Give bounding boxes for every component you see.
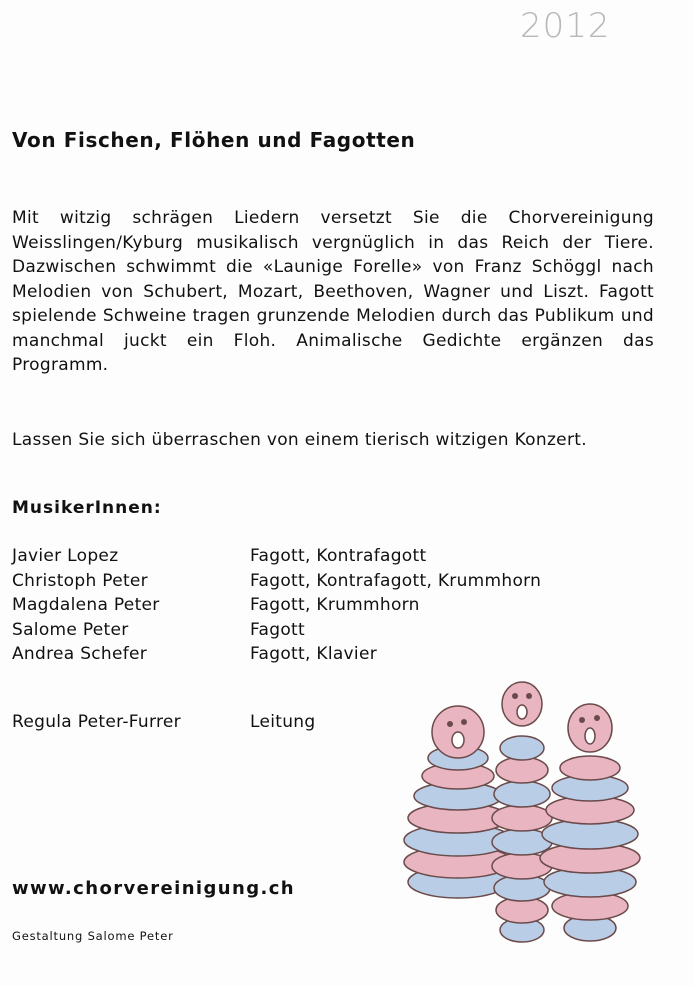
musician-row: [12, 546, 652, 571]
musician-name: Christoph Peter: [12, 570, 148, 591]
musician-instruments: Fagott, Klavier: [250, 644, 377, 664]
musician-instruments: Fagott, Krummhorn: [250, 595, 420, 615]
musician-instruments: Fagott: [250, 619, 305, 640]
year-handwritten-note: 2012: [520, 6, 611, 46]
intro-paragraph: Mit witzig schrägen Liedern versetzt Sie die Chorvereinigung Weisslingen/Kyburg musikalisch vergnüglich in das Reich der Tiere. Dazwischen schwimmt die «Launige Forelle» von Franz Schöggl nach Melodien von Schubert, Mozart, Beethoven, Wagner und Liszt. Fagott spielende Schweine tragen grunzende Melodien durch das Publikum und manchmal juckt ein Floh. Animalische Gedichte ergänzen das Programm.: [12, 208, 654, 375]
musician-name: Andrea Schefer: [12, 644, 148, 664]
musician-name: Salome Peter: [12, 619, 129, 640]
closing-paragraph: Lassen Sie sich überraschen von einem tierisch witzigen Konzert.: [12, 430, 587, 450]
leader-row: [12, 712, 315, 732]
leader-role: Leitung: [250, 712, 316, 732]
musician-name: Javier Lopez: [12, 546, 119, 566]
leader-name: Regula Peter-Furrer: [12, 712, 181, 732]
musician-instruments: Fagott, Kontrafagott, Krummhorn: [250, 570, 542, 591]
musician-row: [12, 595, 652, 620]
website-link[interactable]: www.chorvereinigung.ch: [12, 878, 296, 899]
musician-name: Magdalena Peter: [12, 595, 160, 615]
page-title: Von Fischen, Flöhen und Fagotten: [12, 128, 416, 152]
singing-figure-middle: [492, 682, 552, 942]
musician-row: [12, 571, 652, 596]
design-credit: Gestaltung Salome Peter: [12, 929, 174, 943]
musicians-list: [12, 546, 652, 669]
musician-row: [12, 644, 652, 669]
singing-figures-illustration: [400, 672, 660, 962]
musician-instruments: Fagott, Kontrafagott: [250, 546, 427, 566]
musicians-heading: MusikerInnen:: [12, 498, 162, 518]
singing-figure-right: [540, 704, 640, 941]
musician-row: [12, 620, 652, 645]
